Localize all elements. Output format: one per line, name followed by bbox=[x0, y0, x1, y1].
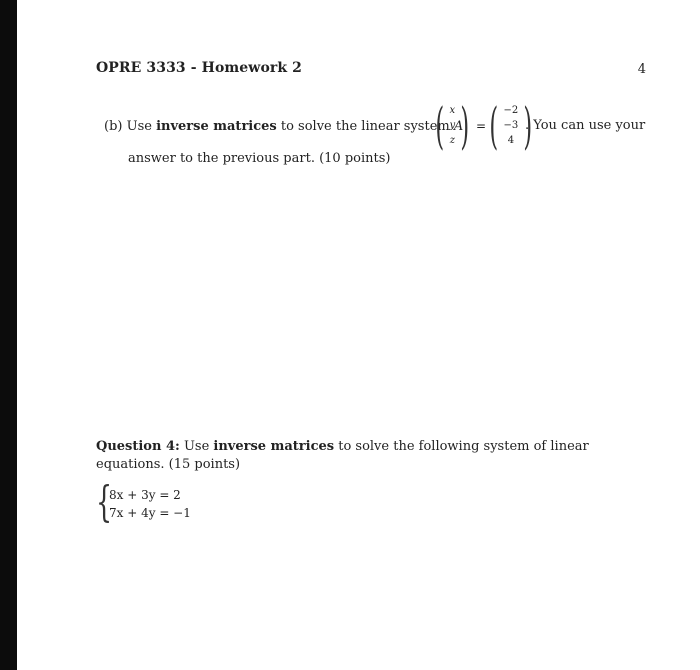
left-brace: { bbox=[96, 477, 113, 526]
left-paren: ( bbox=[435, 97, 445, 155]
question-4-text-pre: Use bbox=[183, 439, 210, 454]
page-number: 4 bbox=[637, 62, 646, 77]
equation-1: 8x + 3y = 2 bbox=[109, 488, 181, 502]
matrix-variable: A bbox=[453, 119, 464, 134]
equations bbox=[109, 486, 191, 522]
part-b-text-mid: to solve the linear system bbox=[280, 119, 450, 134]
part-b-line2: answer to the previous part. (10 points) bbox=[128, 151, 391, 166]
part-b-bold: inverse matrices bbox=[156, 119, 277, 134]
equals-sign: = bbox=[476, 119, 487, 133]
question-4-bold: inverse matrices bbox=[213, 439, 335, 454]
question-4 bbox=[96, 438, 636, 474]
part-b-label: (b) bbox=[104, 119, 123, 134]
right-paren: ) bbox=[460, 97, 470, 155]
equation-2: 7x + 4y = −1 bbox=[109, 506, 191, 520]
rhs-entry: −3 bbox=[503, 120, 519, 131]
page-title: OPRE 3333 - Homework 2 bbox=[96, 60, 302, 76]
part-b-text-after: . You can use your bbox=[525, 118, 646, 133]
question-4-label: Question 4: bbox=[96, 439, 180, 454]
question-4-text-post: to solve the following system of linear equations. (15 points) bbox=[96, 439, 589, 472]
variable-vector bbox=[430, 97, 475, 155]
rhs-entries bbox=[504, 104, 519, 148]
vector-entry: y bbox=[449, 120, 456, 131]
part-b-text-pre: Use bbox=[126, 119, 152, 134]
vector-entry: z bbox=[449, 135, 455, 146]
part-b-line1 bbox=[104, 118, 463, 135]
right-paren: ) bbox=[523, 97, 533, 155]
rhs-entry: −2 bbox=[503, 105, 519, 116]
left-edge-bar bbox=[0, 0, 17, 670]
left-paren: ( bbox=[489, 97, 499, 155]
document-page bbox=[17, 0, 700, 670]
rhs-entry: 4 bbox=[507, 135, 515, 146]
vector-entries bbox=[450, 104, 456, 148]
vector-entry: x bbox=[449, 105, 456, 116]
